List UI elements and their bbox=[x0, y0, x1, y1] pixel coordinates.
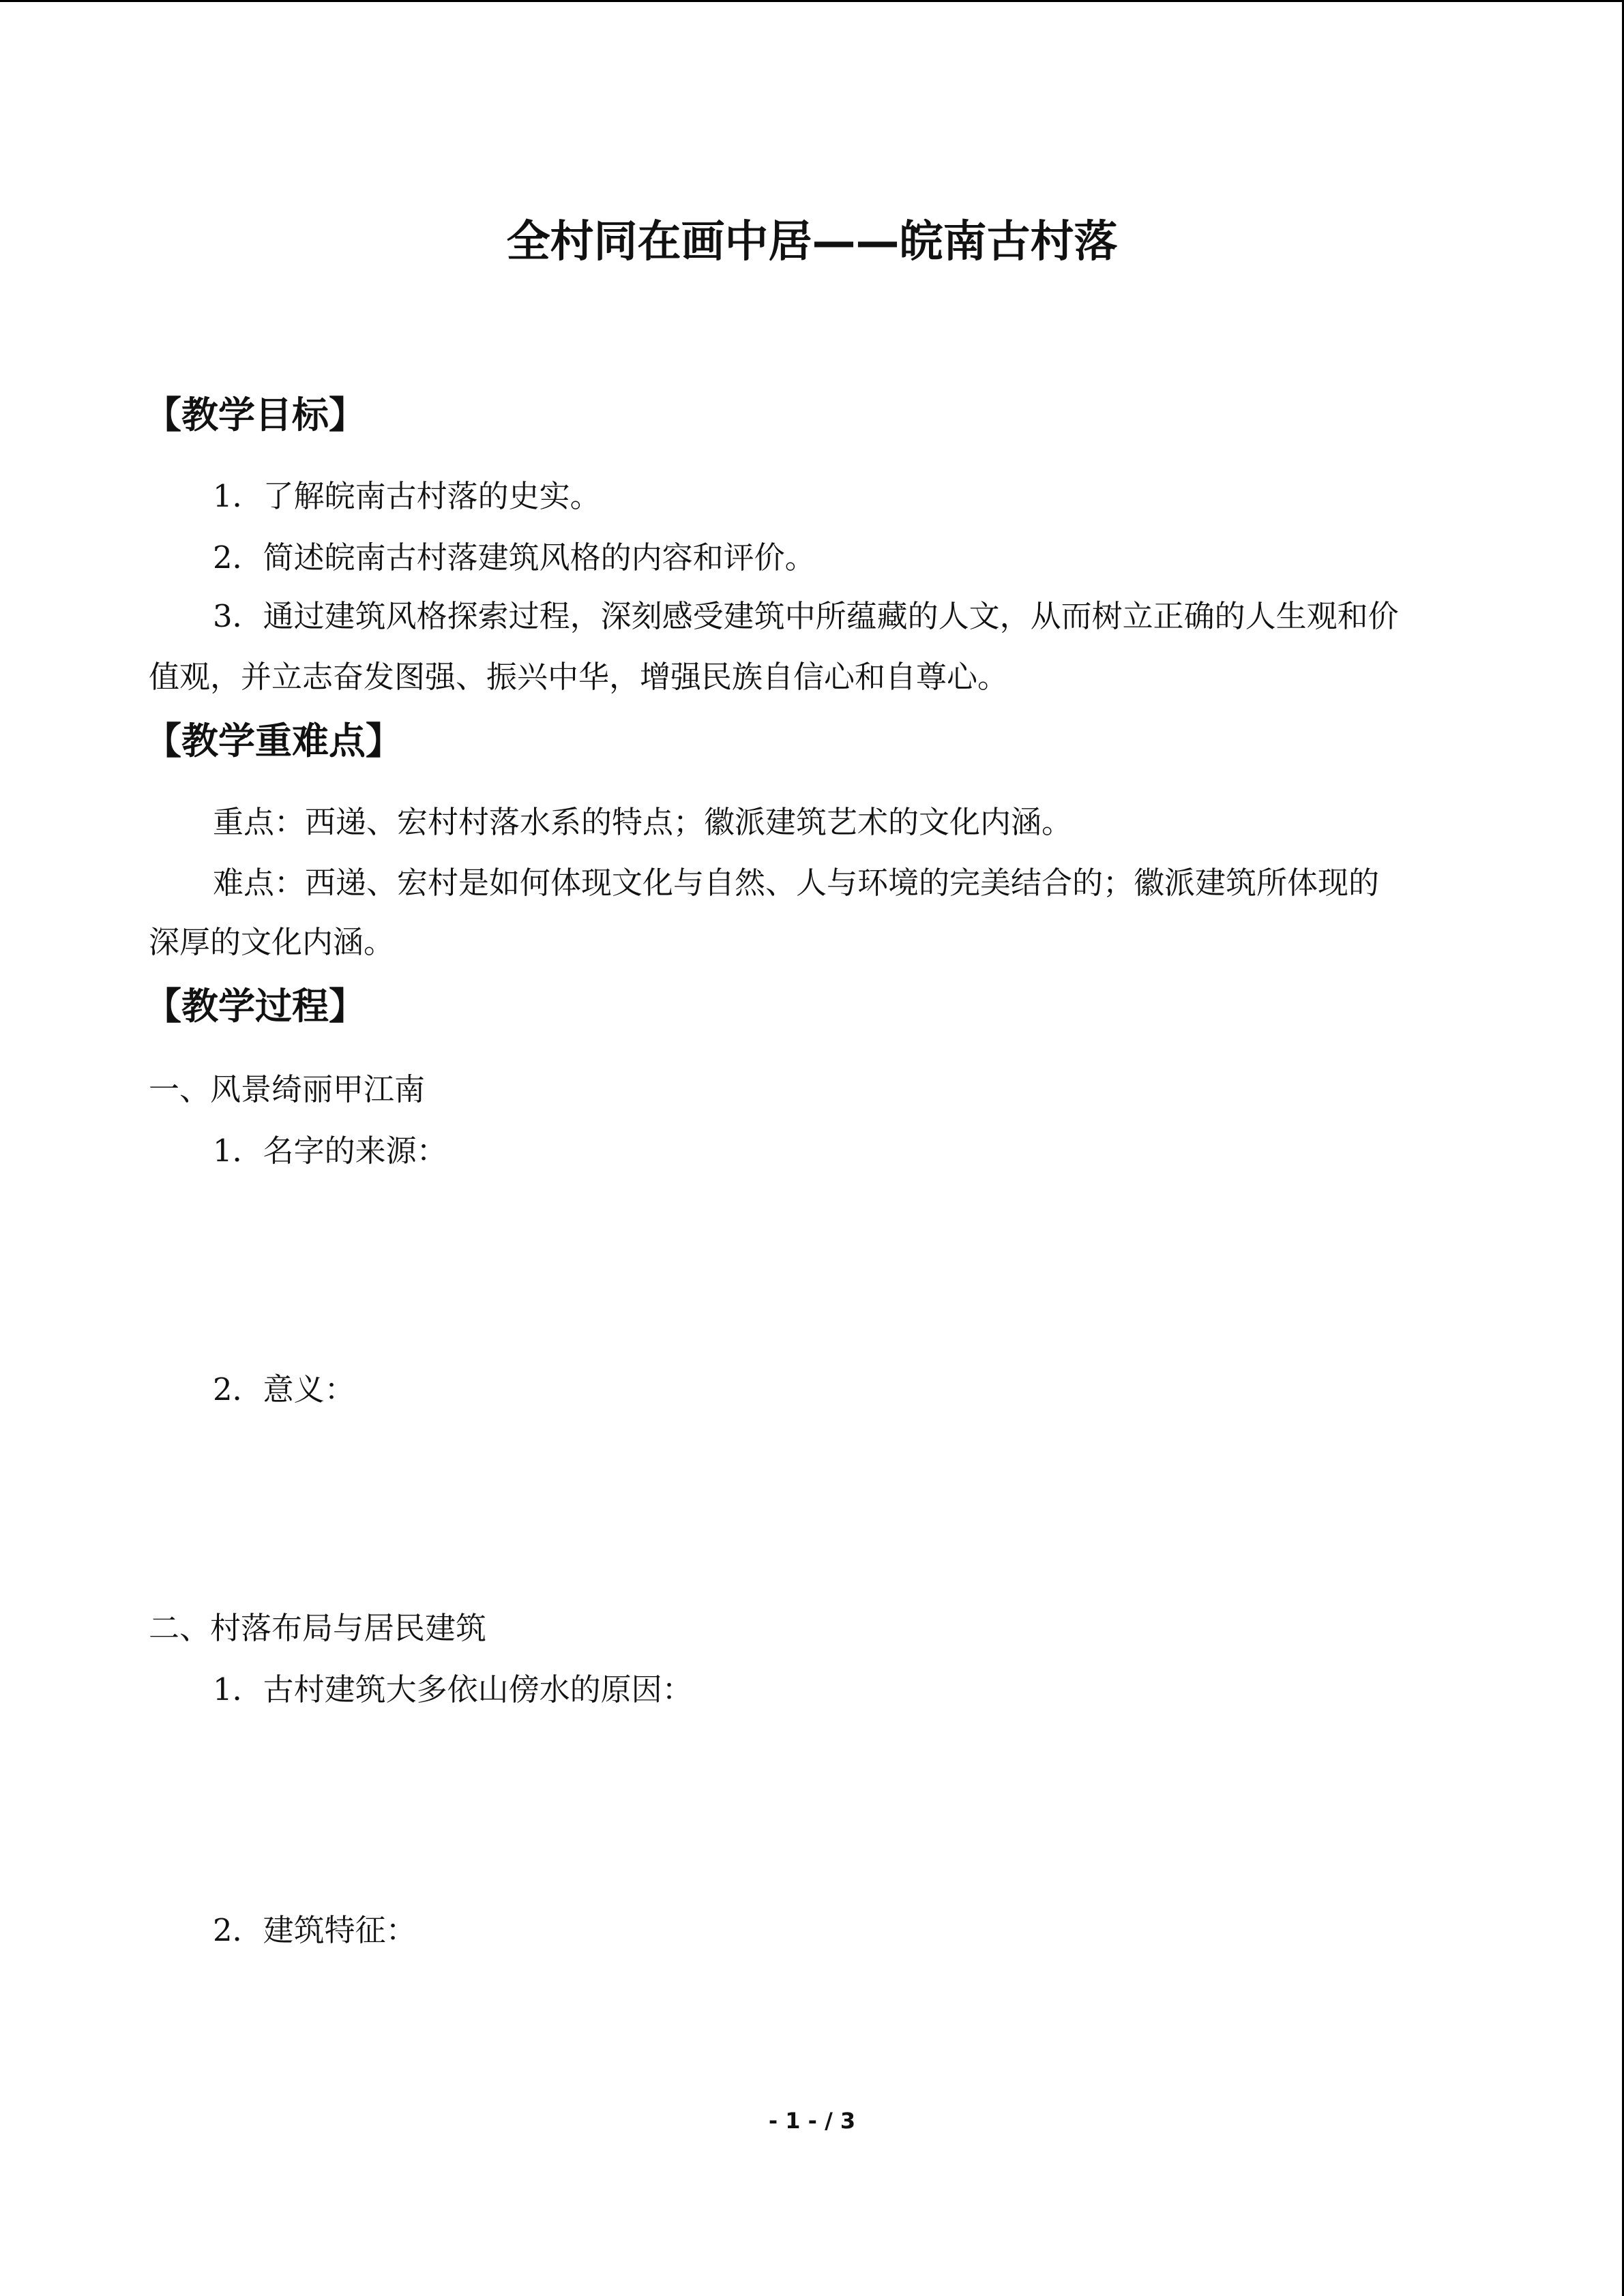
process-part2-item2: 2．建筑特征： bbox=[213, 1912, 417, 1948]
process-part1-item1: 1．名字的来源： bbox=[213, 1133, 447, 1169]
process-part2-title: 二、村落布局与居民建筑 bbox=[149, 1610, 487, 1646]
heading-process: 【教学过程】 bbox=[145, 985, 366, 1028]
key-point-item: 重点：西递、宏村村落水系的特点；徽派建筑艺术的文化内涵。 bbox=[213, 804, 1073, 840]
process-part1-title: 一、风景绮丽甲江南 bbox=[149, 1071, 426, 1107]
process-part1-item2: 2．意义： bbox=[213, 1371, 355, 1407]
objective-item-3: 3．通过建筑风格探索过程，深刻感受建筑中所蕴藏的人文，从而树立正确的人生观和价 bbox=[213, 598, 1399, 634]
objective-item-3-continued: 值观，并立志奋发图强、振兴中华，增强民族自信心和自尊心。 bbox=[149, 659, 1009, 695]
page-number: - 1 - / 3 bbox=[768, 2108, 856, 2134]
document-title: 全村同在画中居——皖南古村落 bbox=[506, 217, 1118, 267]
difficult-point-continued: 深厚的文化内涵。 bbox=[149, 924, 395, 960]
difficult-point-item: 难点：西递、宏村是如何体现文化与自然、人与环境的完美结合的；徽派建筑所体现的 bbox=[213, 865, 1380, 901]
objective-item-2: 2．简述皖南古村落建筑风格的内容和评价。 bbox=[213, 539, 816, 576]
heading-key-points: 【教学重难点】 bbox=[145, 719, 402, 762]
heading-objectives: 【教学目标】 bbox=[145, 393, 366, 436]
objective-item-1: 1．了解皖南古村落的史实。 bbox=[213, 478, 601, 514]
process-part2-item1: 1．古村建筑大多依山傍水的原因： bbox=[213, 1671, 693, 1708]
